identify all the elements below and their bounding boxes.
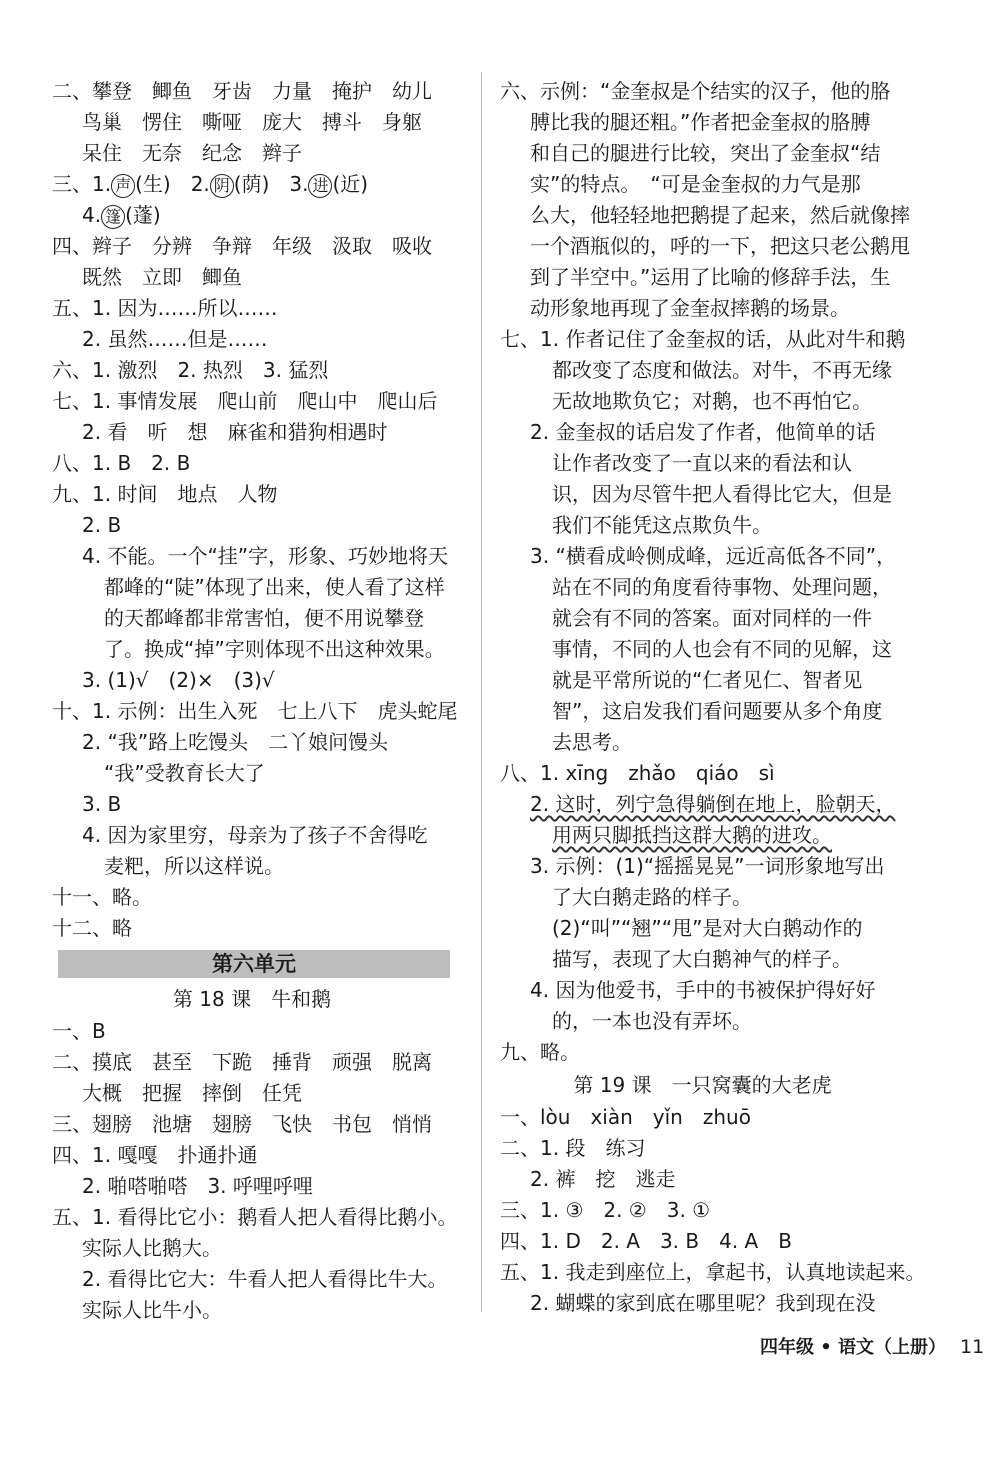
- answer-line: 去思考。: [552, 730, 632, 754]
- answer-line: 3. B: [82, 792, 122, 816]
- answer-line: 五、1. 因为……所以……: [52, 296, 278, 320]
- answer-line: 都改变了态度和做法。对牛，不再无缘: [552, 358, 892, 382]
- answer-line: 4. 因为家里穷，母亲为了孩子不舍得吃: [82, 823, 428, 847]
- wavy-underlined-line: 2. 这时，列宁急得躺倒在地上，脸朝天，: [530, 792, 896, 816]
- circled-char: 声: [111, 174, 135, 198]
- answer-line: 智”，这启发我们看问题要从多个角度: [552, 699, 883, 723]
- text: 4.: [82, 203, 102, 227]
- text: 三、1.: [52, 172, 112, 196]
- answer-line: 六、示例：“金奎叔是个结实的汉子，他的胳: [500, 79, 891, 103]
- answer-line: 描写，表现了大白鹅神气的样子。: [552, 947, 852, 971]
- answer-line: 一、B: [52, 1019, 106, 1043]
- answer-line: 三、翅膀 池塘 翅膀 飞快 书包 悄悄: [52, 1112, 432, 1136]
- right-column: [500, 76, 926, 1319]
- answer-line-circled-2: [52, 200, 452, 231]
- answer-line: 七、1. 事情发展 爬山前 爬山中 爬山后: [52, 389, 438, 413]
- answer-block-2: [52, 231, 458, 944]
- text: (近): [332, 172, 369, 196]
- answer-line: 2. 看 听 想 麻雀和猎狗相遇时: [82, 420, 388, 444]
- answer-line: 七、1. 作者记住了金奎叔的话，从此对牛和鹅: [500, 327, 906, 351]
- answer-line: 九、略。: [500, 1040, 580, 1064]
- answer-line: 就是平常所说的“仁者见仁、智者见: [552, 668, 863, 692]
- answer-line: 二、攀登 鲫鱼 牙齿 力量 掩护 幼儿: [52, 79, 432, 103]
- left-column: [52, 76, 458, 1326]
- answer-line: 么大，他轻轻地把鹅提了起来，然后就像摔: [530, 203, 910, 227]
- lesson-18-title: 第 18 课 牛和鹅: [172, 987, 332, 1011]
- answer-line: 3. (1)√ (2)× (3)√: [82, 668, 275, 692]
- answer-line: 的天都峰都非常害怕，便不用说攀登: [104, 606, 424, 630]
- circled-char: 进: [308, 174, 332, 198]
- answer-line: 识，因为尽管牛把人看得比它大，但是: [552, 482, 892, 506]
- answer-line: 实际人比鹅大。: [82, 1236, 222, 1260]
- answer-block-3: [52, 1016, 458, 1326]
- answer-line: 膊比我的腿还粗。”作者把金奎叔的胳膊: [530, 110, 871, 134]
- text: (蓬): [125, 203, 161, 227]
- answer-line: 3. “横看成岭侧成峰，远近高低各不同”，: [530, 544, 897, 568]
- answer-line: 4. 不能。一个“挂”字，形象、巧妙地将天: [82, 544, 449, 568]
- unit-banner: 第六单元: [58, 950, 450, 978]
- answer-line: 的，一本也没有弄坏。: [552, 1009, 752, 1033]
- answer-line: 动形象地再现了金奎叔摔鹅的场景。: [530, 296, 850, 320]
- answer-line: (2)“叫”“翘”“甩”是对大白鹅动作的: [552, 916, 863, 940]
- answer-line: 四、1. 嘎嘎 扑通扑通: [52, 1143, 258, 1167]
- answer-line: 2. 虽然……但是……: [82, 327, 268, 351]
- text: (生) 2.: [135, 172, 210, 196]
- page-footer: [760, 1333, 984, 1359]
- circled-char: 篷: [101, 205, 125, 229]
- answer-block-5: [500, 851, 905, 1068]
- answer-block-6: [500, 1102, 926, 1319]
- answer-line: 五、1. 我走到座位上，拿起书，认真地读起来。: [500, 1260, 926, 1284]
- answer-line-circled-1: [52, 169, 452, 200]
- answer-line: 十一、略。: [52, 885, 152, 909]
- answer-line: 鸟巢 愣住 嘶哑 庞大 搏斗 身躯: [82, 110, 422, 134]
- answer-line: “我”受教育长大了: [104, 761, 265, 785]
- answer-line: 四、辫子 分辨 争辩 年级 汲取 吸收: [52, 234, 432, 258]
- answer-line: 四、1. D 2. A 3. B 4. A B: [500, 1229, 792, 1253]
- circled-char: 阴: [210, 174, 234, 198]
- answer-line: 九、1. 时间 地点 人物: [52, 482, 278, 506]
- answer-line: 和自己的腿进行比较，突出了金奎叔“结: [530, 141, 881, 165]
- answer-line: 一、lòu xiàn yǐn zhuō: [500, 1105, 751, 1129]
- answer-line: 无故地欺负它；对鹅，也不再怕它。: [552, 389, 872, 413]
- answer-line: 实”的特点。 “可是金奎叔的力气是那: [530, 172, 861, 196]
- answer-line: 就会有不同的答案。面对同样的一件: [552, 606, 872, 630]
- page-number: 11: [960, 1336, 985, 1358]
- answer-line: 八、1. B 2. B: [52, 451, 191, 475]
- text: (荫) 3.: [233, 172, 309, 196]
- answer-line: 到了半空中。”运用了比喻的修辞手法，生: [530, 265, 891, 289]
- answer-line: 二、1. 段 练习: [500, 1136, 646, 1160]
- answer-line: 实际人比牛小。: [82, 1298, 222, 1322]
- answer-line: 3. 示例：(1)“摇摇晃晃”一词形象地写出: [530, 854, 885, 878]
- answer-line: 2. 看得比它大：牛看人把人看得比牛大。: [82, 1267, 448, 1291]
- answer-line: 让作者改变了一直以来的看法和认: [552, 451, 852, 475]
- answer-line: 我们不能凭这点欺负牛。: [552, 513, 772, 537]
- answer-line: 二、摸底 甚至 下跪 捶背 顽强 脱离: [52, 1050, 432, 1074]
- answer-block-1: [52, 76, 452, 169]
- wavy-underlined-line: 用两只脚抵挡这群大鹅的进攻。: [552, 823, 832, 847]
- answer-line: 三、1. ③ 2. ② 3. ①: [500, 1198, 711, 1222]
- lesson-19-title: 第 19 课 一只窝囊的大老虎: [573, 1073, 832, 1097]
- answer-line: 2. 裤 挖 逃走: [530, 1167, 676, 1191]
- answer-line: 呆住 无奈 纪念 辫子: [82, 141, 302, 165]
- answer-line: 大概 把握 摔倒 任凭: [82, 1081, 302, 1105]
- answer-line: 都峰的“陡”体现了出来，使人看了这样: [104, 575, 445, 599]
- column-divider: [481, 72, 482, 1312]
- answer-line: 4. 因为他爱书，手中的书被保护得好好: [530, 978, 876, 1002]
- answer-line: 站在不同的角度看待事物、处理问题，: [552, 575, 892, 599]
- answer-line: 2. B: [82, 513, 122, 537]
- answer-line: 了大白鹅走路的样子。: [552, 885, 752, 909]
- answer-line: 事情，不同的人也会有不同的见解，这: [552, 637, 892, 661]
- answer-line: 2. 蝴蝶的家到底在哪里呢？我到现在没: [530, 1291, 876, 1315]
- answer-block-4: [500, 76, 910, 789]
- answer-line: 2. 金奎叔的话启发了作者，他简单的话: [530, 420, 876, 444]
- answer-line: 麦粑，所以这样说。: [104, 854, 284, 878]
- answer-line: 2. 啪嗒啪嗒 3. 呼哩呼哩: [82, 1174, 313, 1198]
- book-label: 四年级 • 语文（上册）: [760, 1337, 947, 1358]
- answer-line: 十、1. 示例：出生入死 七上八下 虎头蛇尾: [52, 699, 458, 723]
- answer-line: 五、1. 看得比它小：鹅看人把人看得比鹅小。: [52, 1205, 458, 1229]
- answer-line: 一个酒瓶似的，呼的一下，把这只老公鹅甩: [530, 234, 910, 258]
- answer-line: 八、1. xīng zhǎo qiáo sì: [500, 761, 775, 785]
- answer-line: 六、1. 激烈 2. 热烈 3. 猛烈: [52, 358, 329, 382]
- answer-line: 既然 立即 鲫鱼: [82, 265, 242, 289]
- answer-line: 了。换成“掉”字则体现不出这种效果。: [104, 637, 445, 661]
- answer-line: 十二、略: [52, 916, 132, 940]
- answer-line: 2. “我”路上吃馒头 二丫娘问馒头: [82, 730, 389, 754]
